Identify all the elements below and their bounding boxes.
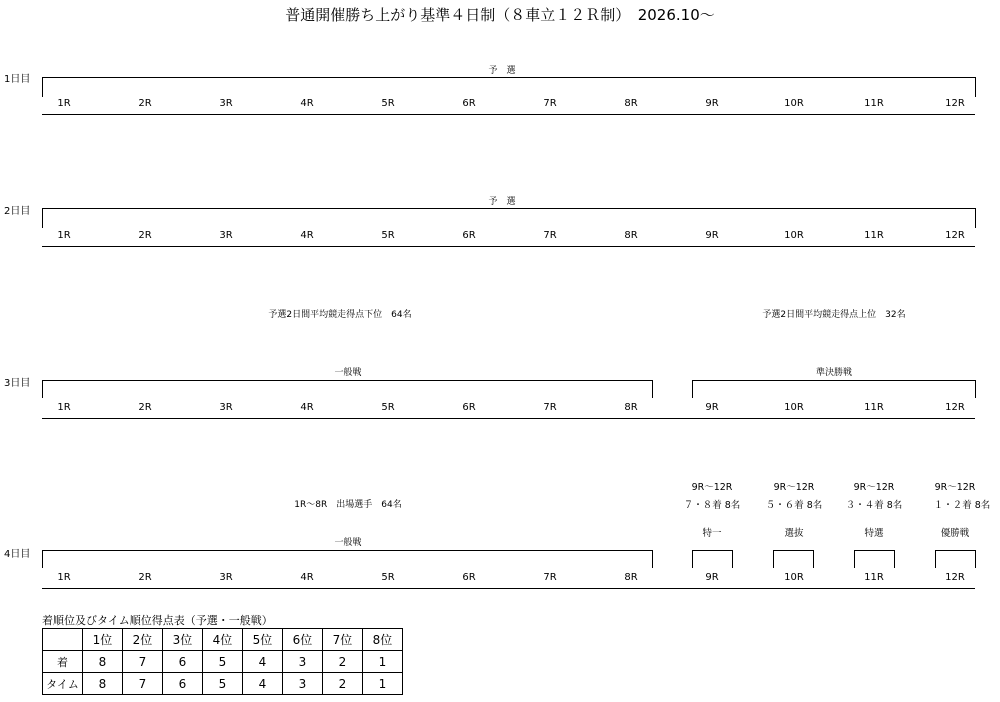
qualifier-bracket [42,77,976,97]
table-cell: 3 [283,673,323,695]
bracket-label: 一般戦 [334,368,362,378]
race-label: 11R [864,572,884,583]
points-table [42,628,403,695]
race-label: 2R [138,98,152,109]
final-condition: ５・６着 8名 [765,500,823,511]
table-cell: 7 [123,651,163,673]
race-label: 10R [784,230,804,241]
final-bracket [773,550,814,568]
bracket-label: 準決勝戦 [815,368,852,378]
table-cell: 4 [243,673,283,695]
row-header: 着 [43,651,83,673]
race-label: 6R [462,98,476,109]
race-label: 8R [624,572,638,583]
table-cell: 5 [203,651,243,673]
race-label: 9R [705,402,719,413]
race-label: 3R [219,572,233,583]
race-label: 5R [381,230,395,241]
race-label: 6R [462,230,476,241]
column-header: 3位 [163,629,203,651]
final-condition: ７・８着 8名 [683,500,741,511]
final-name: 選抜 [784,528,804,539]
race-label: 12R [945,98,965,109]
race-label: 5R [381,402,395,413]
race-label: 11R [864,230,884,241]
final-bracket [854,550,895,568]
points-table-caption: 着順位及びタイム順位得点表（予選・一般戦） [42,614,273,627]
race-label: 12R [945,402,965,413]
day-label: 3日目 [4,378,31,389]
day-label: 1日目 [4,74,31,85]
final-bracket [692,550,733,568]
table-cell: 6 [163,673,203,695]
race-label: 1R [57,230,71,241]
general-bracket [42,550,653,568]
corner-cell [43,629,83,651]
table-cell: 1 [363,673,403,695]
table-header-row [43,629,403,651]
day-label: 4日目 [4,549,31,560]
race-label: 5R [381,572,395,583]
race-label: 8R [624,402,638,413]
race-label: 11R [864,98,884,109]
race-label: 4R [300,98,314,109]
final-range: 9R～12R [853,482,895,493]
table-cell: 8 [83,673,123,695]
day-rule [42,418,975,419]
race-label: 7R [543,402,557,413]
final-range: 9R～12R [773,482,815,493]
race-label: 5R [381,98,395,109]
table-cell: 5 [203,673,243,695]
bracket-label: 予 選 [488,197,516,207]
table-cell: 6 [163,651,203,673]
race-label: 12R [945,572,965,583]
race-label: 12R [945,230,965,241]
semifinal-bracket [692,380,976,398]
column-header: 2位 [123,629,163,651]
column-header: 5位 [243,629,283,651]
table-cell: 1 [363,651,403,673]
table-cell: 4 [243,651,283,673]
race-label: 3R [219,402,233,413]
day-rule [42,246,975,247]
race-label: 3R [219,230,233,241]
final-name: 優勝戦 [940,528,970,539]
race-label: 2R [138,572,152,583]
race-label: 11R [864,402,884,413]
race-label: 9R [705,572,719,583]
race-label: 9R [705,230,719,241]
final-condition: １・２着 8名 [933,500,991,511]
bracket-label: 予 選 [488,66,516,76]
table-row [43,673,403,695]
race-label: 2R [138,402,152,413]
general-bracket [42,380,653,398]
day-rule [42,588,975,589]
race-label: 7R [543,230,557,241]
table-cell: 7 [123,673,163,695]
final-name: 特一 [702,528,722,539]
race-label: 10R [784,98,804,109]
qualifier-bracket [42,208,976,228]
final-name: 特選 [864,528,884,539]
race-label: 7R [543,572,557,583]
race-label: 2R [138,230,152,241]
day3-right-note: 予選2日間平均競走得点上位 32名 [762,310,906,320]
final-range: 9R～12R [934,482,976,493]
race-label: 3R [219,98,233,109]
table-cell: 2 [323,673,363,695]
table-cell: 2 [323,651,363,673]
final-range: 9R～12R [691,482,733,493]
race-label: 6R [462,572,476,583]
table-cell: 8 [83,651,123,673]
race-label: 4R [300,572,314,583]
bracket-label: 一般戦 [334,538,362,548]
race-label: 8R [624,230,638,241]
race-label: 6R [462,402,476,413]
day4-left-note: 1R～8R 出場選手 64名 [294,500,402,510]
race-label: 1R [57,98,71,109]
day3-left-note: 予選2日間平均競走得点下位 64名 [268,310,412,320]
final-condition: ３・４着 8名 [845,500,903,511]
race-label: 8R [624,98,638,109]
day-label: 2日目 [4,206,31,217]
column-header: 1位 [83,629,123,651]
final-bracket [935,550,976,568]
race-label: 1R [57,572,71,583]
race-label: 10R [784,402,804,413]
page-title: 普通開催勝ち上がり基準４日制（８車立１２Ｒ制） 2026.10～ [285,6,715,24]
race-label: 9R [705,98,719,109]
day-rule [42,114,975,115]
race-label: 10R [784,572,804,583]
table-cell: 3 [283,651,323,673]
column-header: 4位 [203,629,243,651]
table-row [43,651,403,673]
row-header: タイム [43,673,83,695]
race-label: 4R [300,230,314,241]
race-label: 7R [543,98,557,109]
race-label: 4R [300,402,314,413]
race-label: 1R [57,402,71,413]
column-header: 8位 [363,629,403,651]
column-header: 6位 [283,629,323,651]
column-header: 7位 [323,629,363,651]
